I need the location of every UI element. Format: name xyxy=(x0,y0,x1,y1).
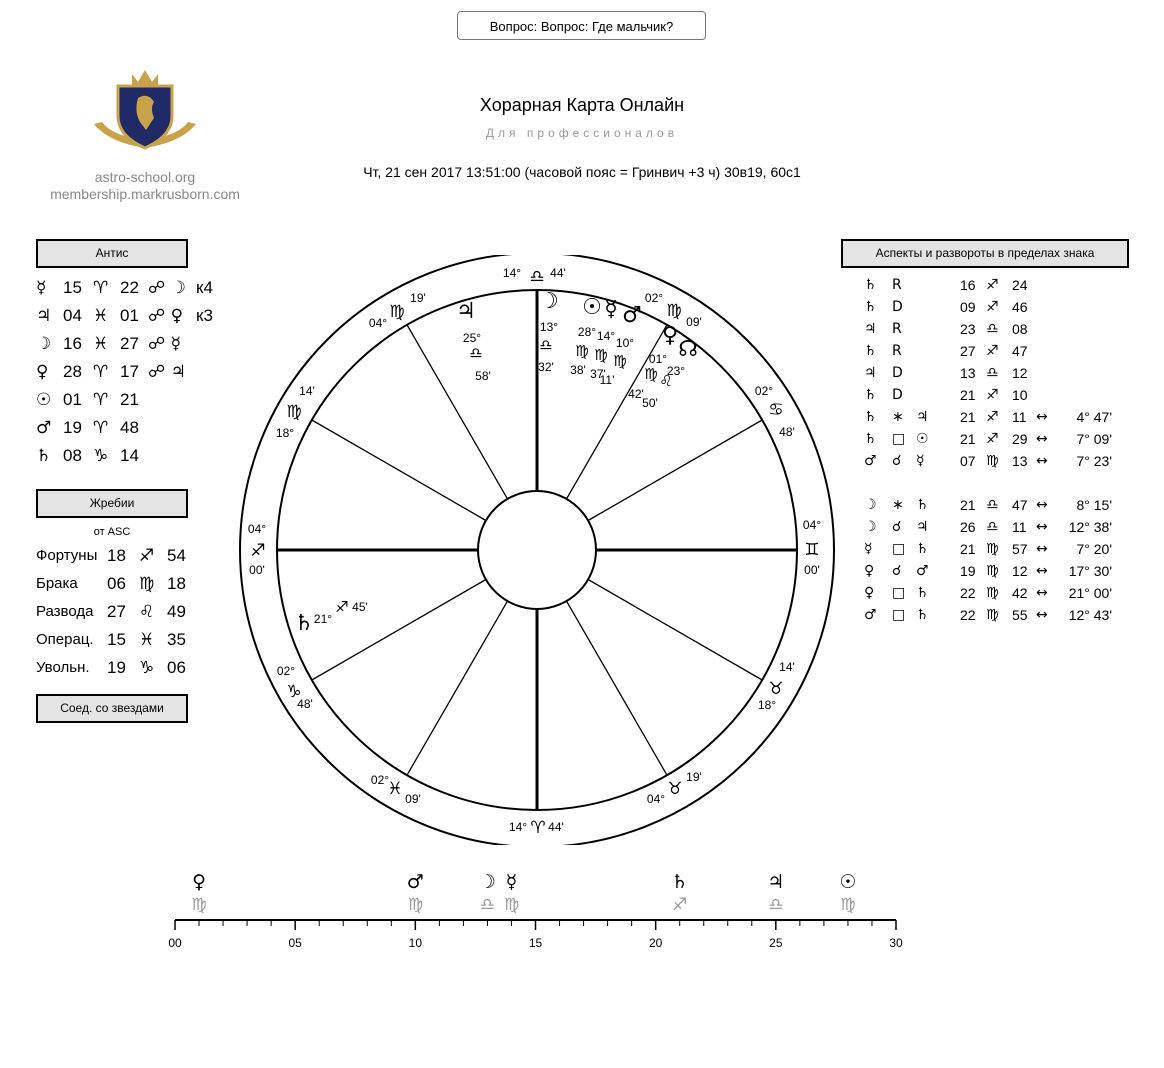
ruler-planet-glyph: ♄ xyxy=(671,871,689,893)
lot-degree: 19 xyxy=(107,658,126,677)
aspect-arrow: ↔ xyxy=(1036,453,1048,469)
aspect-planet-2: ♂ xyxy=(916,563,929,579)
aspect-minutes: 12 xyxy=(1012,365,1028,381)
aspect-type: R xyxy=(892,343,902,359)
planet-minutes: 11' xyxy=(599,373,615,387)
chart-datetime: Чт, 21 сен 2017 13:51:00 (часовой пояс = Гринвич +3 ч) 30в19, 60с1 xyxy=(363,164,801,180)
cusp-degree: 02° xyxy=(754,384,774,398)
sign-glyph: ♌ xyxy=(139,602,155,622)
aspect-type: □ xyxy=(892,431,906,447)
ruler-sign-glyph: ♎ xyxy=(479,895,496,915)
sign-glyph: ♐ xyxy=(986,387,999,403)
planet-glyph: ♃ xyxy=(36,306,52,326)
aspect-minutes: 57 xyxy=(1012,541,1028,557)
planet-glyph: ♂ xyxy=(622,303,642,328)
planet-minutes: 42' xyxy=(628,387,644,401)
aspect-type: □ xyxy=(892,585,906,601)
cusp-sign-glyph: ♉ xyxy=(667,779,683,799)
ruler-tick-label: 15 xyxy=(528,936,543,950)
cusp-degree: 04° xyxy=(802,518,822,532)
aspect-orb: 7° 23' xyxy=(1076,453,1112,469)
aspect-degree: 07 xyxy=(960,453,976,469)
antis-degree: 04 xyxy=(63,306,82,325)
planet-glyph: ☉ xyxy=(36,390,52,410)
cusp-sign-glyph: ♋ xyxy=(768,400,784,420)
cusp-sign-glyph: ♑ xyxy=(286,682,302,702)
aspect-row xyxy=(864,607,1134,627)
aspects-header[interactable]: Аспекты и развороты в пределах знака xyxy=(841,239,1129,268)
aspect-planet-2: ♄ xyxy=(916,607,929,623)
sign-glyph: ♍ xyxy=(139,574,155,594)
antis-minutes: 27 xyxy=(120,334,139,353)
aspect-planet-2: ♃ xyxy=(916,519,929,535)
aspect-type: ∗ xyxy=(892,409,904,425)
antis-aspect: ☍ ☿ xyxy=(148,334,182,354)
lot-name: Брака xyxy=(36,575,78,592)
aspect-planet-2: ☿ xyxy=(916,453,925,469)
planet-sign-glyph: ♎ xyxy=(469,344,483,362)
aspect-planet-1: ♄ xyxy=(864,431,877,447)
lots-from-label: от ASC xyxy=(93,526,131,538)
aspect-degree: 23 xyxy=(960,321,976,337)
antis-note: к4 xyxy=(196,278,213,297)
planet-glyph: ☉ xyxy=(582,295,602,320)
cusp-sign-glyph: ♈ xyxy=(530,818,546,838)
aspect-degree: 21 xyxy=(960,387,976,403)
planet-sign-glyph: ♌ xyxy=(659,372,673,390)
antis-row xyxy=(36,306,236,330)
cusp-sign-glyph: ♎ xyxy=(529,267,545,287)
ruler-tick-label: 00 xyxy=(168,936,182,950)
planet-glyph: ☿ xyxy=(36,278,47,298)
cusp-minutes: 18° xyxy=(757,698,777,712)
site-line-2: membership.markrusborn.com xyxy=(50,186,240,202)
ruler-sign-glyph: ♎ xyxy=(768,895,784,915)
antis-aspect: ☍ ♃ xyxy=(148,362,186,382)
aspect-orb: 12° 38' xyxy=(1068,519,1112,535)
aspect-minutes: 13 xyxy=(1012,453,1028,469)
sign-glyph: ♈ xyxy=(93,390,109,410)
antis-minutes: 22 xyxy=(120,278,139,297)
aspect-minutes: 47 xyxy=(1012,343,1028,359)
planet-glyph: ♀ xyxy=(36,362,49,382)
aspect-type: ☌ xyxy=(892,563,902,579)
planet-glyph: ♂ xyxy=(36,418,52,438)
aspect-planet-1: ♄ xyxy=(864,277,877,293)
aspect-type: ☌ xyxy=(892,453,902,469)
ruler-tick-label: 30 xyxy=(889,936,903,950)
aspect-planet-1: ☽ xyxy=(864,497,877,513)
aspect-orb: 7° 09' xyxy=(1076,431,1112,447)
cusp-degree: 14° xyxy=(502,266,522,280)
ruler-planet-glyph: ☉ xyxy=(839,871,857,893)
aspect-row xyxy=(864,519,1134,539)
ruler-tick-label: 10 xyxy=(408,936,423,950)
planet-glyph: ☽ xyxy=(36,334,52,354)
horary-wheel xyxy=(236,255,836,845)
cusp-sign-glyph: ♍ xyxy=(666,301,682,321)
sign-glyph: ♓ xyxy=(139,630,155,650)
cusp-minutes: 09' xyxy=(686,315,702,329)
antis-row xyxy=(36,390,236,414)
planet-degree: 14° xyxy=(596,329,616,343)
aspect-row xyxy=(864,277,1134,297)
lot-minutes: 35 xyxy=(167,630,186,649)
aspect-row xyxy=(864,453,1134,473)
cusp-minutes: 44' xyxy=(548,820,564,834)
sign-glyph: ♈ xyxy=(93,418,109,438)
antis-degree: 01 xyxy=(63,390,82,409)
lot-row xyxy=(36,546,236,570)
antis-degree: 28 xyxy=(63,362,82,381)
planet-glyph: ♀ xyxy=(661,323,679,348)
ruler-planet-glyph: ♂ xyxy=(406,871,424,893)
antis-aspect: ☍ ☽ xyxy=(148,278,186,298)
aspect-planet-1: ♂ xyxy=(864,607,877,623)
aspect-minutes: 11 xyxy=(1012,409,1027,425)
lot-row xyxy=(36,574,236,598)
ruler-planet-glyph: ♀ xyxy=(192,871,206,893)
antis-row xyxy=(36,418,236,442)
antis-minutes: 14 xyxy=(120,446,139,465)
planet-degree: 28° xyxy=(577,325,597,339)
planet-sign-glyph: ♍ xyxy=(594,346,608,364)
aspect-arrow: ↔ xyxy=(1036,431,1048,447)
planet-sign-glyph: ♎ xyxy=(539,336,553,354)
sign-glyph: ♐ xyxy=(986,409,999,425)
page-subtitle: Для профессионалов xyxy=(485,126,679,140)
house-line xyxy=(312,420,486,521)
cusp-minutes: 48' xyxy=(779,425,795,439)
site-line-1: astro-school.org xyxy=(94,169,196,185)
antis-degree: 19 xyxy=(63,418,82,437)
cusp-degree: 04° xyxy=(646,792,666,806)
aspect-planet-2: ♄ xyxy=(916,585,929,601)
cusp-degree: 14' xyxy=(299,384,315,398)
lot-degree: 18 xyxy=(107,546,126,565)
planet-degree: 21° xyxy=(313,612,333,626)
aspect-arrow: ↔ xyxy=(1036,519,1048,535)
aspect-type: ☌ xyxy=(892,519,902,535)
planet-degree: 10° xyxy=(615,336,635,350)
antis-minutes: 21 xyxy=(120,390,139,409)
aspect-row xyxy=(864,299,1134,319)
aspect-type: R xyxy=(892,277,902,293)
planet-glyph: ♃ xyxy=(456,299,476,324)
sign-glyph: ♑ xyxy=(139,658,155,678)
sign-glyph: ♓ xyxy=(93,334,109,354)
aspect-orb: 21° 00' xyxy=(1068,585,1112,601)
sign-glyph: ♈ xyxy=(93,278,109,298)
aspect-degree: 16 xyxy=(960,277,976,293)
sign-glyph: ♐ xyxy=(986,277,999,293)
aspect-type: D xyxy=(892,299,903,315)
ruler-sign-glyph: ♍ xyxy=(191,895,207,915)
aspect-planet-1: ♄ xyxy=(864,387,877,403)
lot-name: Развода xyxy=(36,603,94,620)
planet-degree: 01° xyxy=(648,352,668,366)
aspect-orb: 8° 15' xyxy=(1076,497,1112,513)
planet-sign-glyph: ♍ xyxy=(575,342,589,360)
aspect-planet-2: ♄ xyxy=(916,497,929,513)
house-line xyxy=(312,580,486,681)
sign-glyph: ♐ xyxy=(139,546,155,566)
planet-sign-glyph: ♐ xyxy=(335,598,349,616)
aspect-row xyxy=(864,365,1134,385)
sign-glyph: ♑ xyxy=(93,446,109,466)
cusp-minutes: 44' xyxy=(550,266,566,280)
aspect-degree: 21 xyxy=(960,541,976,557)
sign-glyph: ♎ xyxy=(986,519,999,535)
sign-glyph: ♎ xyxy=(986,321,999,337)
aspect-orb: 12° 43' xyxy=(1068,607,1112,623)
planet-glyph: ☽ xyxy=(539,289,559,314)
planet-minutes: 50' xyxy=(642,396,658,410)
aspect-degree: 21 xyxy=(960,431,976,447)
planet-degree: 13° xyxy=(539,320,559,334)
antis-minutes: 48 xyxy=(120,418,139,437)
planet-minutes: 45' xyxy=(352,600,368,614)
question-button[interactable]: Вопрос: Вопрос: Где мальчик? xyxy=(457,11,706,40)
ruler-sign-glyph: ♐ xyxy=(672,895,688,915)
cusp-minutes: 19' xyxy=(410,291,426,305)
aspect-planet-2: ☉ xyxy=(916,431,929,447)
aspect-arrow: ↔ xyxy=(1036,541,1048,557)
sign-glyph: ♍ xyxy=(986,585,999,601)
aspect-row xyxy=(864,541,1134,561)
cusp-sign-glyph: ♊ xyxy=(804,540,820,560)
lot-name: Увольн. xyxy=(36,659,90,676)
cusp-degree: 02° xyxy=(644,291,664,305)
aspect-orb: 17° 30' xyxy=(1068,563,1112,579)
aspect-degree: 09 xyxy=(960,299,976,315)
antis-degree: 16 xyxy=(63,334,82,353)
cusp-minutes: 09' xyxy=(405,792,421,806)
aspect-minutes: 10 xyxy=(1012,387,1028,403)
planet-glyph: ☿ xyxy=(604,297,618,322)
aspect-type: □ xyxy=(892,607,906,623)
degree-ruler xyxy=(160,860,920,960)
house-line xyxy=(567,601,668,775)
aspect-type: □ xyxy=(892,541,906,557)
aspect-degree: 26 xyxy=(960,519,976,535)
sign-glyph: ♎ xyxy=(986,365,999,381)
antis-row xyxy=(36,446,236,470)
house-line xyxy=(588,580,762,681)
house-line xyxy=(588,420,762,521)
aspect-type: D xyxy=(892,387,903,403)
ruler-sign-glyph: ♍ xyxy=(407,895,423,915)
aspect-planet-1: ♀ xyxy=(864,585,875,601)
aspect-type: ∗ xyxy=(892,497,904,513)
ruler-planet-glyph: ☿ xyxy=(505,871,518,893)
aspect-row xyxy=(864,343,1134,363)
antis-degree: 15 xyxy=(63,278,82,297)
aspect-degree: 19 xyxy=(960,563,976,579)
aspect-degree: 21 xyxy=(960,497,976,513)
cusp-degree: 14' xyxy=(779,660,795,674)
aspect-degree: 22 xyxy=(960,585,976,601)
aspect-minutes: 42 xyxy=(1012,585,1028,601)
center-ring xyxy=(478,491,596,609)
lot-row xyxy=(36,658,236,682)
aspect-degree: 27 xyxy=(960,343,976,359)
ruler-tick-label: 20 xyxy=(648,936,663,950)
aspect-minutes: 47 xyxy=(1012,497,1028,513)
aspect-planet-1: ♂ xyxy=(864,453,877,469)
ruler-planet-glyph: ♃ xyxy=(767,871,785,893)
antis-row xyxy=(36,278,236,302)
antis-note: к3 xyxy=(196,306,213,325)
cusp-minutes: 00' xyxy=(249,563,265,577)
lot-row xyxy=(36,630,236,654)
ruler-sign-glyph: ♍ xyxy=(503,895,520,915)
aspect-row xyxy=(864,409,1134,429)
house-line xyxy=(407,325,508,499)
cusp-sign-glyph: ♓ xyxy=(387,779,403,799)
antis-minutes: 17 xyxy=(120,362,139,381)
lot-degree: 15 xyxy=(107,630,126,649)
sign-glyph: ♐ xyxy=(986,299,999,315)
aspect-orb: 4° 47' xyxy=(1076,409,1112,425)
aspect-planet-1: ♄ xyxy=(864,409,877,425)
aspect-row xyxy=(864,387,1134,407)
ruler-sign-glyph: ♍ xyxy=(840,895,856,915)
sign-glyph: ♍ xyxy=(986,453,999,469)
cusp-minutes: 19' xyxy=(686,770,702,784)
aspect-minutes: 08 xyxy=(1012,321,1028,337)
cusp-degree: 14° xyxy=(508,820,528,834)
sign-glyph: ♎ xyxy=(986,497,999,513)
aspect-arrow: ↔ xyxy=(1036,409,1048,425)
antis-row xyxy=(36,362,236,386)
aspect-planet-1: ☿ xyxy=(864,541,873,557)
cusp-sign-glyph: ♐ xyxy=(250,541,266,561)
planet-minutes: 38' xyxy=(570,363,586,377)
aspect-type: D xyxy=(892,365,903,381)
cusp-degree: 04° xyxy=(368,316,388,330)
planet-minutes: 32' xyxy=(538,360,554,374)
aspect-planet-2: ♄ xyxy=(916,541,929,557)
aspect-planet-1: ☽ xyxy=(864,519,877,535)
antis-row xyxy=(36,334,236,358)
planet-glyph: ☊ xyxy=(678,337,698,362)
cusp-sign-glyph: ♉ xyxy=(768,679,784,699)
cusp-sign-glyph: ♍ xyxy=(389,302,405,322)
aspect-planet-1: ♃ xyxy=(864,321,877,337)
aspect-minutes: 29 xyxy=(1012,431,1028,447)
sign-glyph: ♈ xyxy=(93,362,109,382)
ruler-tick-label: 05 xyxy=(288,936,302,950)
planet-degree: 23° xyxy=(666,364,686,378)
aspect-degree: 22 xyxy=(960,607,976,623)
cusp-degree: 02° xyxy=(276,664,296,678)
sign-glyph: ♐ xyxy=(986,431,999,447)
antis-minutes: 01 xyxy=(120,306,139,325)
house-line xyxy=(407,601,508,775)
antis-aspect: ☍ ♀ xyxy=(148,306,184,326)
aspect-planet-1: ♄ xyxy=(864,343,877,359)
cusp-minutes: 48' xyxy=(297,697,313,711)
lot-row xyxy=(36,602,236,626)
aspect-row xyxy=(864,321,1134,341)
aspect-arrow: ↔ xyxy=(1036,563,1048,579)
cusp-degree: 02° xyxy=(370,773,390,787)
aspect-degree: 21 xyxy=(960,409,976,425)
aspect-row xyxy=(864,585,1134,605)
planet-glyph: ♄ xyxy=(36,446,52,466)
aspect-planet-2: ♃ xyxy=(916,409,929,425)
ruler-planet-glyph: ☽ xyxy=(478,871,496,893)
cusp-minutes: 18° xyxy=(275,426,295,440)
antis-degree: 08 xyxy=(63,446,82,465)
planet-minutes: 58' xyxy=(475,369,491,383)
antis-header[interactable]: Антис xyxy=(36,239,188,268)
cusp-degree: 04° xyxy=(247,522,267,536)
aspect-minutes: 24 xyxy=(1012,277,1028,293)
aspect-degree: 13 xyxy=(960,365,976,381)
planet-minutes: 37' xyxy=(590,367,606,381)
lot-minutes: 18 xyxy=(167,574,186,593)
ruler-tick-label: 25 xyxy=(769,936,783,950)
cusp-sign-glyph: ♍ xyxy=(286,402,302,422)
aspect-minutes: 55 xyxy=(1012,607,1028,623)
lot-name: Операц. xyxy=(36,631,94,648)
sign-glyph: ♐ xyxy=(986,343,999,359)
sign-glyph: ♓ xyxy=(93,306,109,326)
aspect-arrow: ↔ xyxy=(1036,607,1048,623)
aspect-row xyxy=(864,497,1134,517)
aspect-minutes: 12 xyxy=(1012,563,1028,579)
aspect-orb: 7° 20' xyxy=(1076,541,1112,557)
aspect-planet-1: ♀ xyxy=(864,563,875,579)
lots-header[interactable]: Жребии xyxy=(36,489,188,518)
aspect-row xyxy=(864,563,1134,583)
aspect-planet-1: ♄ xyxy=(864,299,877,315)
cusp-minutes: 00' xyxy=(804,563,820,577)
stars-button[interactable]: Соед. со звездами xyxy=(36,694,188,723)
planet-degree: 25° xyxy=(462,331,482,345)
aspect-arrow: ↔ xyxy=(1036,585,1048,601)
planet-glyph: ♄ xyxy=(294,611,314,636)
aspect-type: R xyxy=(892,321,902,337)
lot-degree: 27 xyxy=(107,602,126,621)
lot-minutes: 06 xyxy=(167,658,186,677)
lot-name: Фортуны xyxy=(36,547,98,564)
aspect-row xyxy=(864,431,1134,451)
aspect-arrow: ↔ xyxy=(1036,497,1048,513)
planet-sign-glyph: ♍ xyxy=(613,352,627,370)
planet-sign-glyph: ♍ xyxy=(644,365,658,383)
page-title: Хорарная Карта Онлайн xyxy=(479,95,685,115)
sign-glyph: ♍ xyxy=(986,607,999,623)
aspect-minutes: 11 xyxy=(1012,519,1027,535)
aspect-minutes: 46 xyxy=(1012,299,1028,315)
sign-glyph: ♍ xyxy=(986,541,999,557)
lot-minutes: 54 xyxy=(167,546,186,565)
sign-glyph: ♍ xyxy=(986,563,999,579)
lot-degree: 06 xyxy=(107,574,126,593)
aspect-planet-1: ♃ xyxy=(864,365,877,381)
lot-minutes: 49 xyxy=(167,602,186,621)
